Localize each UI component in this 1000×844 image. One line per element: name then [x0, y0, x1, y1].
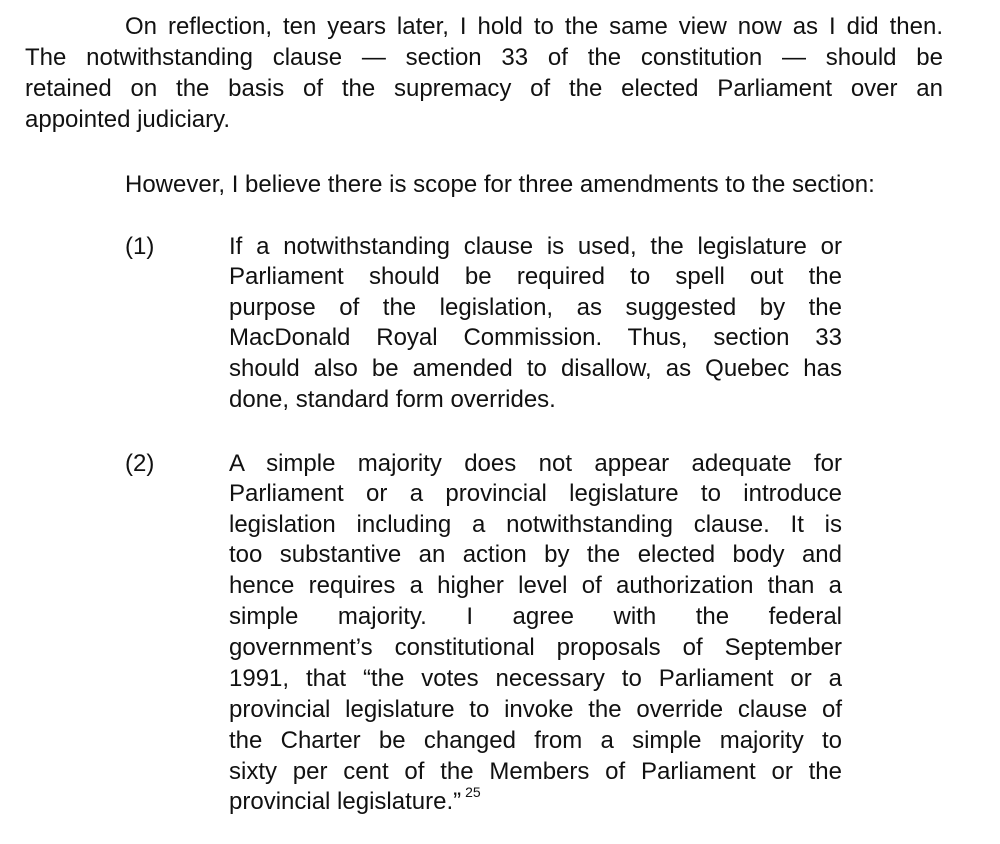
- text-line: purpose of the legislation, as suggested by the: [229, 294, 842, 321]
- text-line: A simple majority does not appear adequate for: [229, 450, 842, 477]
- text-line: appointed judiciary.: [25, 106, 231, 133]
- text-line: simple majority. I agree with the federal: [229, 603, 842, 630]
- footnote-reference[interactable]: 25: [465, 784, 481, 800]
- text-line: government’s constitutional proposals of September: [229, 634, 842, 661]
- text-line: 1991, that “the votes necessary to Parliament or a: [229, 665, 842, 692]
- text-line: sixty per cent of the Members of Parliament or the: [229, 758, 842, 785]
- item-number: (1): [125, 233, 155, 260]
- text-line: retained on the basis of the supremacy of the elected Parliament over an: [25, 75, 943, 102]
- text-line: Parliament should be required to spell out the: [229, 263, 842, 290]
- text-line: MacDonald Royal Commission. Thus, section 33: [229, 324, 842, 351]
- text-line: should also be amended to disallow, as Quebec has: [229, 355, 842, 382]
- item-number: (2): [125, 450, 155, 477]
- text-line: the Charter be changed from a simple majority to: [229, 727, 842, 754]
- text-line: provincial legislature to invoke the override clause of: [229, 696, 842, 723]
- text-line: The notwithstanding clause — section 33 of the constitution — should be: [25, 44, 943, 71]
- text-line: hence requires a higher level of authorization than a: [229, 572, 842, 599]
- text-line: If a notwithstanding clause is used, the legislature or: [229, 233, 842, 260]
- text-line: On reflection, ten years later, I hold to the same view now as I did then.: [125, 13, 943, 40]
- text-line: done, standard form overrides.: [229, 386, 556, 413]
- text-line: legislation including a notwithstanding clause. It is: [229, 511, 842, 538]
- text-line: provincial legislature.”: [229, 788, 462, 815]
- text-line: too substantive an action by the elected body and: [229, 541, 842, 568]
- text-line: Parliament or a provincial legislature to introduce: [229, 480, 842, 507]
- text-line-with-footnote: [229, 784, 842, 817]
- paragraph-amendments-intro: However, I believe there is scope for three amendments to the section:: [125, 171, 875, 198]
